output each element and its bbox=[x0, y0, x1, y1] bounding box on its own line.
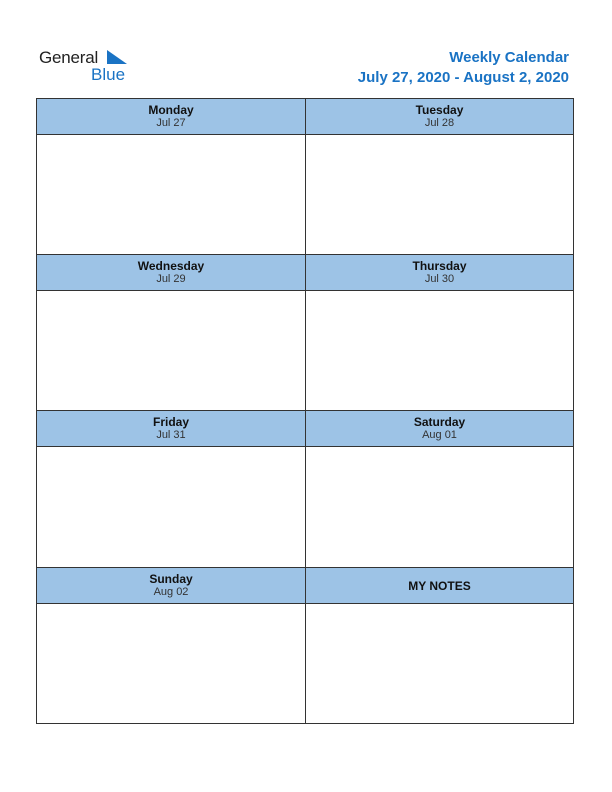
notes-header bbox=[306, 568, 573, 604]
notes-title: MY NOTES bbox=[408, 579, 471, 593]
day-name: Monday bbox=[148, 103, 194, 117]
day-name: Saturday bbox=[413, 415, 466, 429]
day-name: Tuesday bbox=[415, 103, 464, 117]
page-title: Weekly Calendar bbox=[449, 49, 569, 66]
day-header bbox=[37, 411, 305, 447]
day-header bbox=[37, 255, 305, 291]
day-date: Aug 01 bbox=[422, 429, 457, 441]
day-cell-thursday[interactable] bbox=[306, 255, 573, 410]
day-cell-sunday[interactable] bbox=[37, 568, 305, 723]
day-date: Jul 28 bbox=[424, 117, 455, 129]
day-header bbox=[37, 568, 305, 604]
day-header bbox=[306, 411, 573, 447]
day-name: Friday bbox=[152, 415, 189, 429]
day-cell-monday[interactable] bbox=[37, 99, 305, 254]
day-cell-wednesday[interactable] bbox=[37, 255, 305, 410]
day-header bbox=[37, 99, 305, 135]
logo-triangle-icon bbox=[107, 50, 127, 66]
day-header bbox=[306, 255, 573, 291]
day-name: Wednesday bbox=[137, 259, 205, 273]
logo-word-blue: Blue bbox=[91, 65, 126, 84]
weekly-calendar-grid bbox=[36, 98, 574, 724]
day-header bbox=[306, 99, 573, 135]
day-cell-friday[interactable] bbox=[37, 411, 305, 567]
day-name: Sunday bbox=[149, 572, 193, 586]
day-date: Jul 27 bbox=[156, 117, 186, 129]
day-date: Aug 02 bbox=[153, 586, 189, 598]
general-blue-logo bbox=[39, 48, 139, 86]
date-range: July 27, 2020 - August 2, 2020 bbox=[357, 69, 569, 86]
day-date: Jul 30 bbox=[424, 273, 455, 285]
day-date: Jul 29 bbox=[156, 273, 186, 285]
day-date: Jul 31 bbox=[156, 429, 186, 441]
day-cell-tuesday[interactable] bbox=[306, 99, 573, 254]
day-name: Thursday bbox=[412, 259, 467, 273]
header-titles bbox=[358, 48, 569, 88]
logo-word-general: General bbox=[39, 48, 99, 67]
day-cell-saturday[interactable] bbox=[306, 411, 573, 567]
notes-cell[interactable] bbox=[306, 568, 573, 723]
